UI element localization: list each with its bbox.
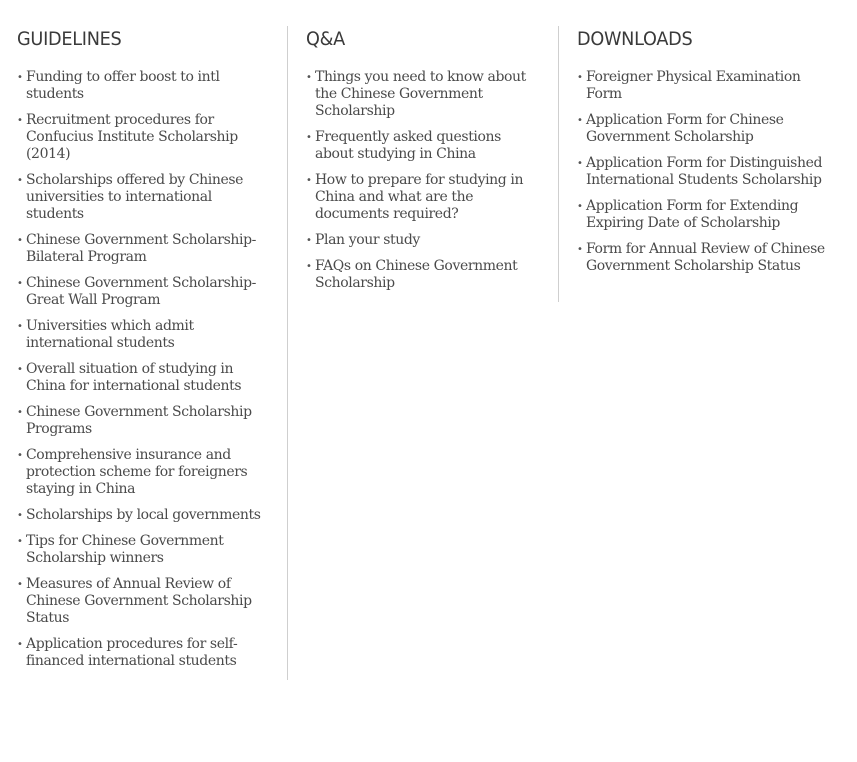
list-item (17, 69, 267, 103)
qa-column (306, 0, 538, 301)
bullet-icon: • (17, 364, 23, 375)
list-item (306, 172, 538, 223)
list-item (306, 69, 538, 120)
download-link[interactable]: Application Form for Distinguished International Students Scholarship (586, 155, 823, 188)
list-item (17, 404, 267, 438)
bullet-icon: • (306, 72, 312, 83)
guidelines-link[interactable]: Recruitment procedures for Confucius Institute Scholarship (2014) (26, 112, 238, 162)
list-item (577, 155, 839, 189)
bullet-icon: • (577, 158, 583, 169)
qa-link[interactable]: Frequently asked questions about studying in China (315, 129, 501, 162)
qa-link[interactable]: FAQs on Chinese Government Scholarship (315, 258, 518, 291)
list-item (17, 636, 267, 670)
guidelines-link[interactable]: Chinese Government Scholarship-Bilateral Program (26, 232, 256, 265)
list-item (17, 112, 267, 163)
bullet-icon: • (577, 72, 583, 83)
download-link[interactable]: Foreigner Physical Examination Form (586, 69, 801, 102)
guidelines-link[interactable]: Comprehensive insurance and protection scheme for foreigners staying in China (26, 447, 248, 497)
list-item (17, 576, 267, 627)
guidelines-link[interactable]: Chinese Government Scholarship-Great Wall Program (26, 275, 256, 308)
guidelines-link[interactable]: Funding to offer boost to intl students (26, 69, 220, 102)
bullet-icon: • (577, 244, 583, 255)
download-link[interactable]: Application Form for Chinese Government Scholarship (586, 112, 784, 145)
bullet-icon: • (17, 115, 23, 126)
list-item (577, 112, 839, 146)
list-item (577, 198, 839, 232)
list-item (306, 258, 538, 292)
list-item (17, 232, 267, 266)
list-item (17, 507, 267, 524)
list-item (306, 129, 538, 163)
bullet-icon: • (17, 639, 23, 650)
qa-link[interactable]: Things you need to know about the Chinese Government Scholarship (315, 69, 526, 119)
downloads-column (577, 0, 839, 284)
download-link[interactable]: Application Form for Extending Expiring Date of Scholarship (586, 198, 799, 231)
guidelines-list (17, 69, 267, 670)
list-item (17, 275, 267, 309)
download-link[interactable]: Form for Annual Review of Chinese Government Scholarship Status (586, 241, 825, 274)
guidelines-link[interactable]: Application procedures for self-financed international students (26, 636, 238, 669)
bullet-icon: • (17, 407, 23, 418)
bullet-icon: • (17, 510, 23, 521)
bullet-icon: • (17, 579, 23, 590)
bullet-icon: • (17, 450, 23, 461)
downloads-list (577, 69, 839, 275)
qa-heading: Q&A (306, 28, 345, 50)
list-item (577, 69, 839, 103)
guidelines-link[interactable]: Overall situation of studying in China for international students (26, 361, 242, 394)
guidelines-link[interactable]: Measures of Annual Review of Chinese Government Scholarship Status (26, 576, 252, 626)
bullet-icon: • (17, 175, 23, 186)
column-divider (558, 26, 559, 302)
list-item (17, 172, 267, 223)
qa-link[interactable]: How to prepare for studying in China and what are the documents required? (315, 172, 524, 222)
list-item (17, 447, 267, 498)
list-item (17, 361, 267, 395)
list-item (17, 318, 267, 352)
list-item (306, 232, 538, 249)
bullet-icon: • (306, 175, 312, 186)
guidelines-link[interactable]: Universities which admit international students (26, 318, 194, 351)
guidelines-link[interactable]: Tips for Chinese Government Scholarship winners (26, 533, 224, 566)
guidelines-link[interactable]: Chinese Government Scholarship Programs (26, 404, 252, 437)
bullet-icon: • (306, 261, 312, 272)
list-item (17, 533, 267, 567)
bullet-icon: • (306, 132, 312, 143)
list-item (577, 241, 839, 275)
qa-link[interactable]: Plan your study (315, 232, 420, 248)
bullet-icon: • (577, 115, 583, 126)
column-divider (287, 26, 288, 680)
guidelines-column (17, 0, 267, 679)
bullet-icon: • (17, 321, 23, 332)
guidelines-link[interactable]: Scholarships by local governments (26, 507, 261, 523)
bullet-icon: • (17, 536, 23, 547)
bullet-icon: • (577, 201, 583, 212)
bullet-icon: • (17, 72, 23, 83)
bullet-icon: • (17, 278, 23, 289)
guidelines-link[interactable]: Scholarships offered by Chinese universities to international students (26, 172, 244, 222)
guidelines-heading: GUIDELINES (17, 28, 122, 50)
downloads-heading: DOWNLOADS (577, 28, 693, 50)
bullet-icon: • (17, 235, 23, 246)
qa-list (306, 69, 538, 292)
bullet-icon: • (306, 235, 312, 246)
